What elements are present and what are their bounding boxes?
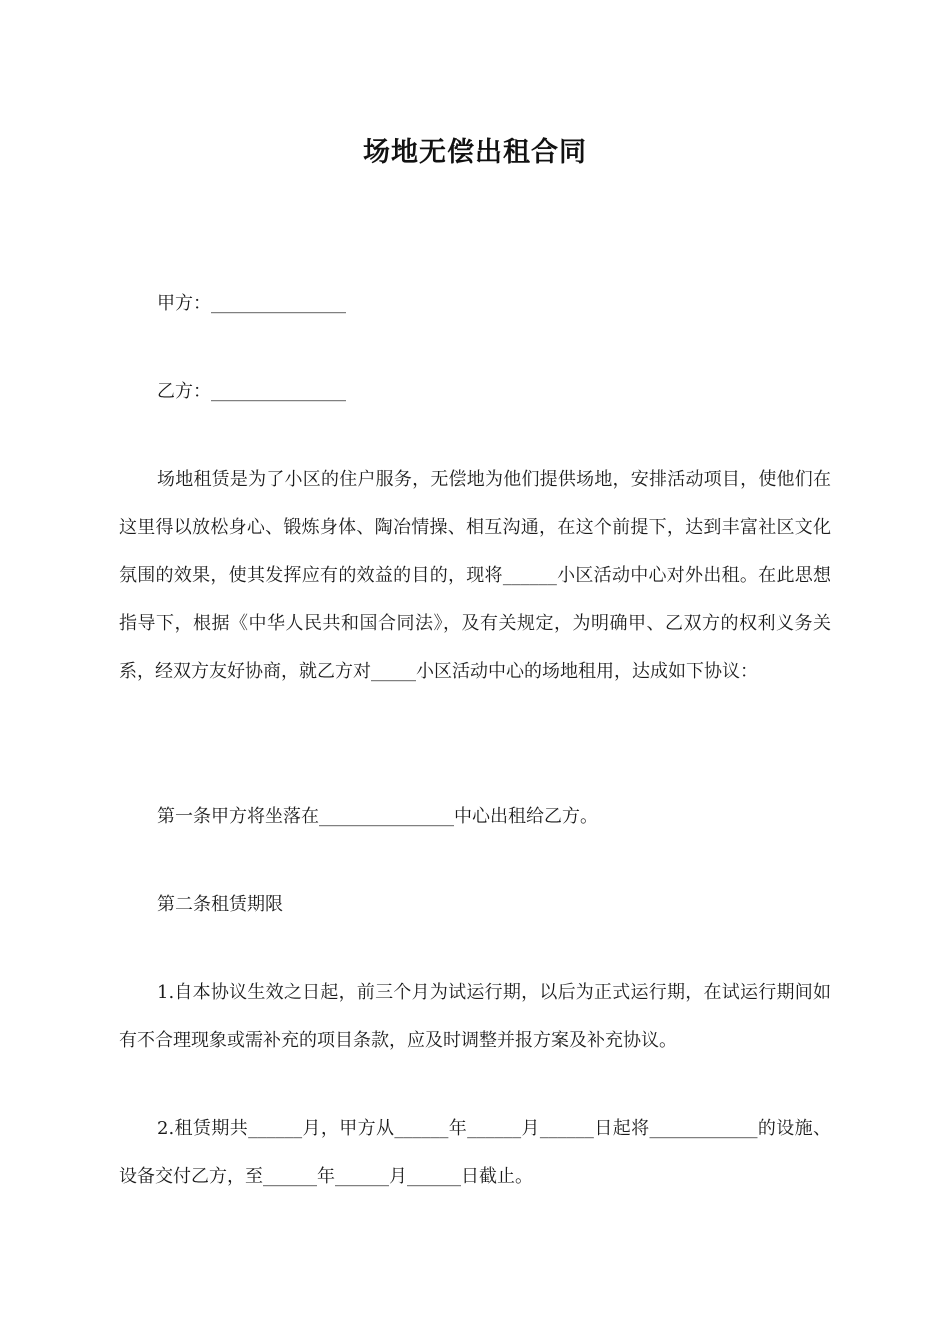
party-a-line: 甲方：_______________ xyxy=(157,293,346,314)
article-1: 第一条甲方将坐落在_______________中心出租给乙方。 xyxy=(157,806,598,827)
intro-paragraph: 场地租赁是为了小区的住户服务，无偿地为他们提供场地，安排活动项目，使他们在这里得以放松身心、锻炼身体、陶冶情操、相互沟通，在这个前提下，达到丰富社区文化氛围的效果，使其发挥应有的效益的目的，现将______小区活动中心对外出租。在此思想指导下，根据《中华人民共和国合同法》，及有关规定，为明确甲、乙双方的权利义务关系，经双方友好协商，就乙方对_____小区活动中心的场地租用，达成如下协议： xyxy=(119,469,831,682)
document-title: 场地无偿出租合同 xyxy=(363,137,587,168)
party-b-line: 乙方：_______________ xyxy=(157,381,346,402)
article-2-item-2: 2.租赁期共______月，甲方从______年______月______日起将____________的设施、设备交付乙方，至______年______月______日截止。 xyxy=(119,1118,831,1187)
article-2-item-1: 1.自本协议生效之日起，前三个月为试运行期，以后为正式运行期，在试运行期间如有不合理现象或需补充的项目条款，应及时调整并报方案及补充协议。 xyxy=(119,982,831,1051)
article-2-heading: 第二条租赁期限 xyxy=(157,894,283,915)
